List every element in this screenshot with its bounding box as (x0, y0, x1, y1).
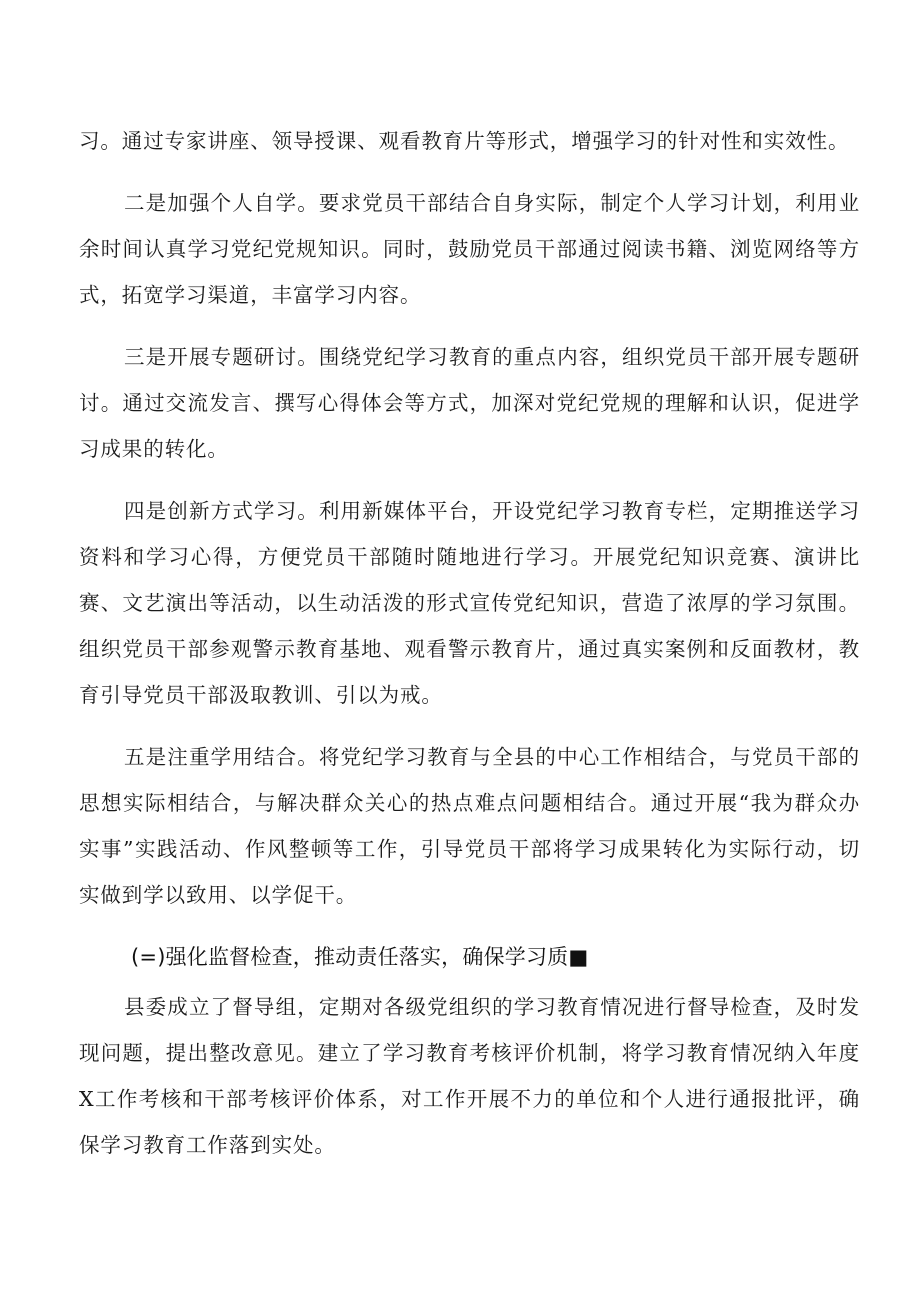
section-heading: (=)强化监督检查，推动责任落实，确保学习质■ (131, 945, 589, 969)
paragraph-gap (0, 472, 920, 488)
paragraph-self-study: 二是加强个人自学。要求党员干部结合自身实际，制定个人学习计划，利用业余时间认真学习党纪党规知识。同时，鼓励党员干部通过阅读书籍、浏览网络等方式，拓宽学习渠道，丰富学习内容。 (79, 191, 860, 307)
paragraph-gap (0, 318, 920, 334)
paragraph-gap (0, 164, 920, 180)
paragraph-supervision: 县委成立了督导组，定期对各级党组织的学习教育情况进行督导检查，及时发现问题，提出整改意见。建立了学习教育考核评价机制，将学习教育情况纳入年度X工作考核和干部考核评价体系，对工作开展不力的单位和个人进行通报批评，确保学习教育工作落到实处。 (79, 995, 860, 1157)
paragraph-innovation: 四是创新方式学习。利用新媒体平台，开设党纪学习教育专栏，定期推送学习资料和学习心得，方便党员干部随时随地进行学习。开展党纪知识竞赛、演讲比赛、文艺演出等活动，以生动活泼的形式宣传党纪知识，营造了浓厚的学习氛围。组织党员干部参观警示教育基地、观看警示教育片，通过真实案例和反面教材，教育引导党员干部汲取教训、引以为戒。 (79, 499, 860, 707)
paragraph-continuation: 习。通过专家讲座、领导授课、观看教育片等形式，增强学习的针对性和实效性。 (79, 129, 850, 153)
paragraph-gap (0, 718, 920, 734)
paragraph-seminar: 三是开展专题研讨。围绕党纪学习教育的重点内容，组织党员干部开展专题研讨。通过交流发言、撰写心得体会等方式，加深对党纪党规的理解和认识，促进学习成果的转化。 (79, 345, 860, 461)
paragraph-gap (0, 918, 920, 934)
paragraph-application: 五是注重学用结合。将党纪学习教育与全县的中心工作相结合，与党员干部的思想实际相结合，与解决群众关心的热点难点问题相结合。通过开展“我为群众办实事”实践活动、作风整顿等工作，引导党员干部将学习成果转化为实际行动，切实做到学以致用、以学促干。 (79, 745, 860, 907)
